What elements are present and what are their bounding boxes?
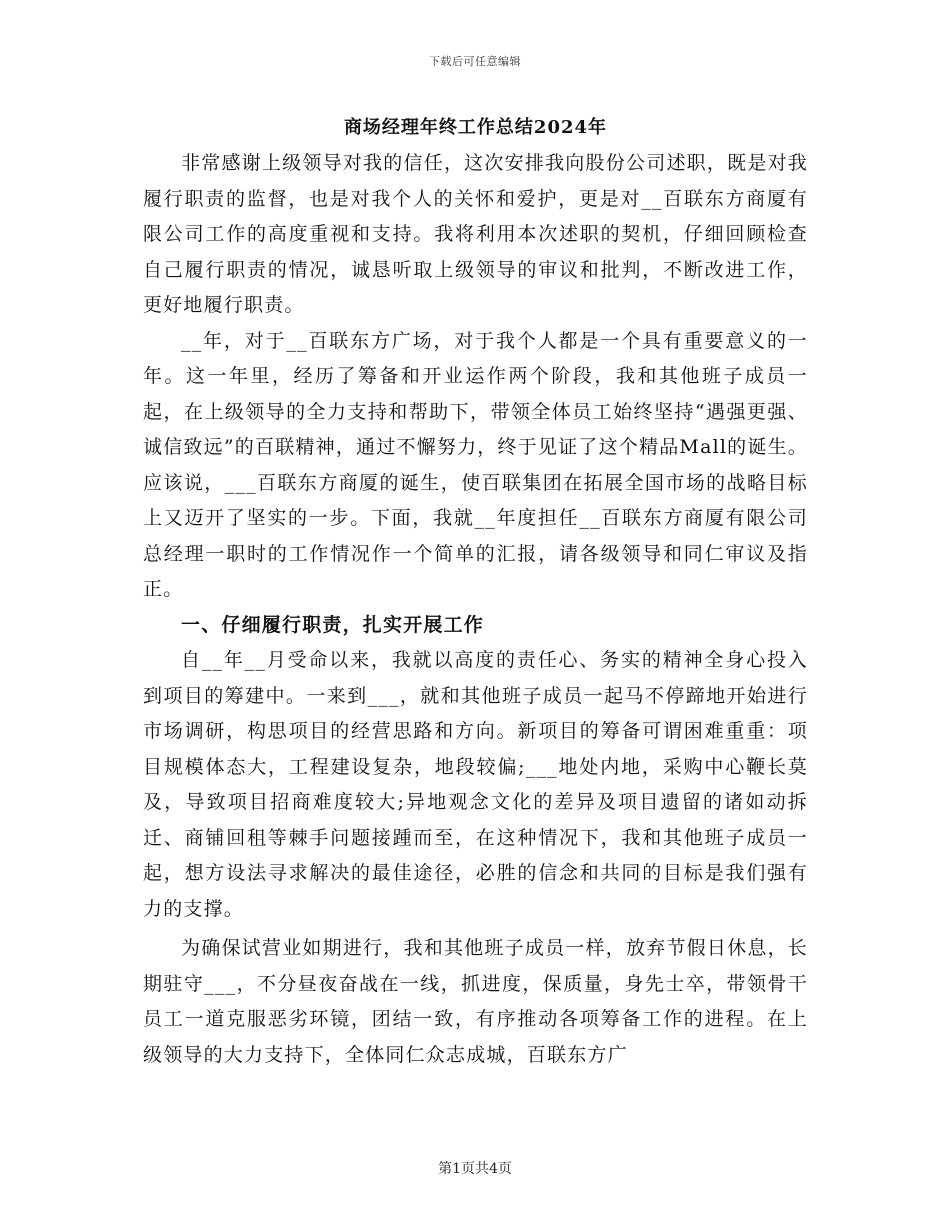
paragraph-intro: 非常感谢上级领导对我的信任，这次安排我向股份公司述职，既是对我履行职责的监督，也是对我个人的关怀和爱护，更是对__百联东方商厦有限公司工作的高度重视和支持。我将利用本次述职的契机，仔细回顾检查自己履行职责的情况，诚恳听取上级领导的审议和批判，不断改进工作，更好地履行职责。 [143,152,808,316]
document-title: 商场经理年终工作总结2024年 [343,117,608,138]
page-number-footer: 第1页共4页 [438,1161,512,1177]
paragraph-year-overview: __年，对于__百联东方广场，对于我个人都是一个具有重要意义的一年。这一年里，经历了筹备和开业运作两个阶段，我和其他班子成员一起，在上级领导的全力支持和帮助下，带领全体员工始终坚持“遇强更强、诚信致远”的百联精神，通过不懈努力，终于见证了这个精品Mall的诞生。应该说，___百联东方商厦的诞生，使百联集团在拓展全国市场的战略目标上又迈开了坚实的一步。下面，我就__年度担任__百联东方商厦有限公司总经理一职时的工作情况作一个简单的汇报，请各级领导和同仁审议及指正。 [143,329,808,600]
page-header-note: 下载后可任意编辑 [429,55,521,68]
section-heading-1: 一、仔细履行职责，扎实开展工作 [181,613,485,636]
document-body [143,110,808,1073]
paragraph-project-preparation: 自__年__月受命以来，我就以高度的责任心、务实的精神全身心投入到项目的筹建中。一来到___，就和其他班子成员一起马不停蹄地开始进行市场调研，构思项目的经营思路和方向。新项目的筹备可谓困难重重：项目规模体态大，工程建设复杂，地段较偏;___地处内地，采购中心鞭长莫及，导致项目招商难度较大;异地观念文化的差异及项目遗留的诸如动拆迁、商铺回租等棘手问题接踵而至，在这种情况下，我和其他班子成员一起，想方设法寻求解决的最佳途径，必胜的信念和共同的目标是我们强有力的支撑。 [143,649,808,920]
paragraph-trial-operation: 为确保试营业如期进行，我和其他班子成员一样，放弃节假日休息，长期驻守___，不分昼夜奋战在一线，抓进度，保质量，身先士卒，带领骨干员工一道克服恶劣环镜，团结一致，有序推动各项筹备工作的进程。在上级领导的大力支持下，全体同仁众志成城，百联东方广 [143,937,808,1066]
